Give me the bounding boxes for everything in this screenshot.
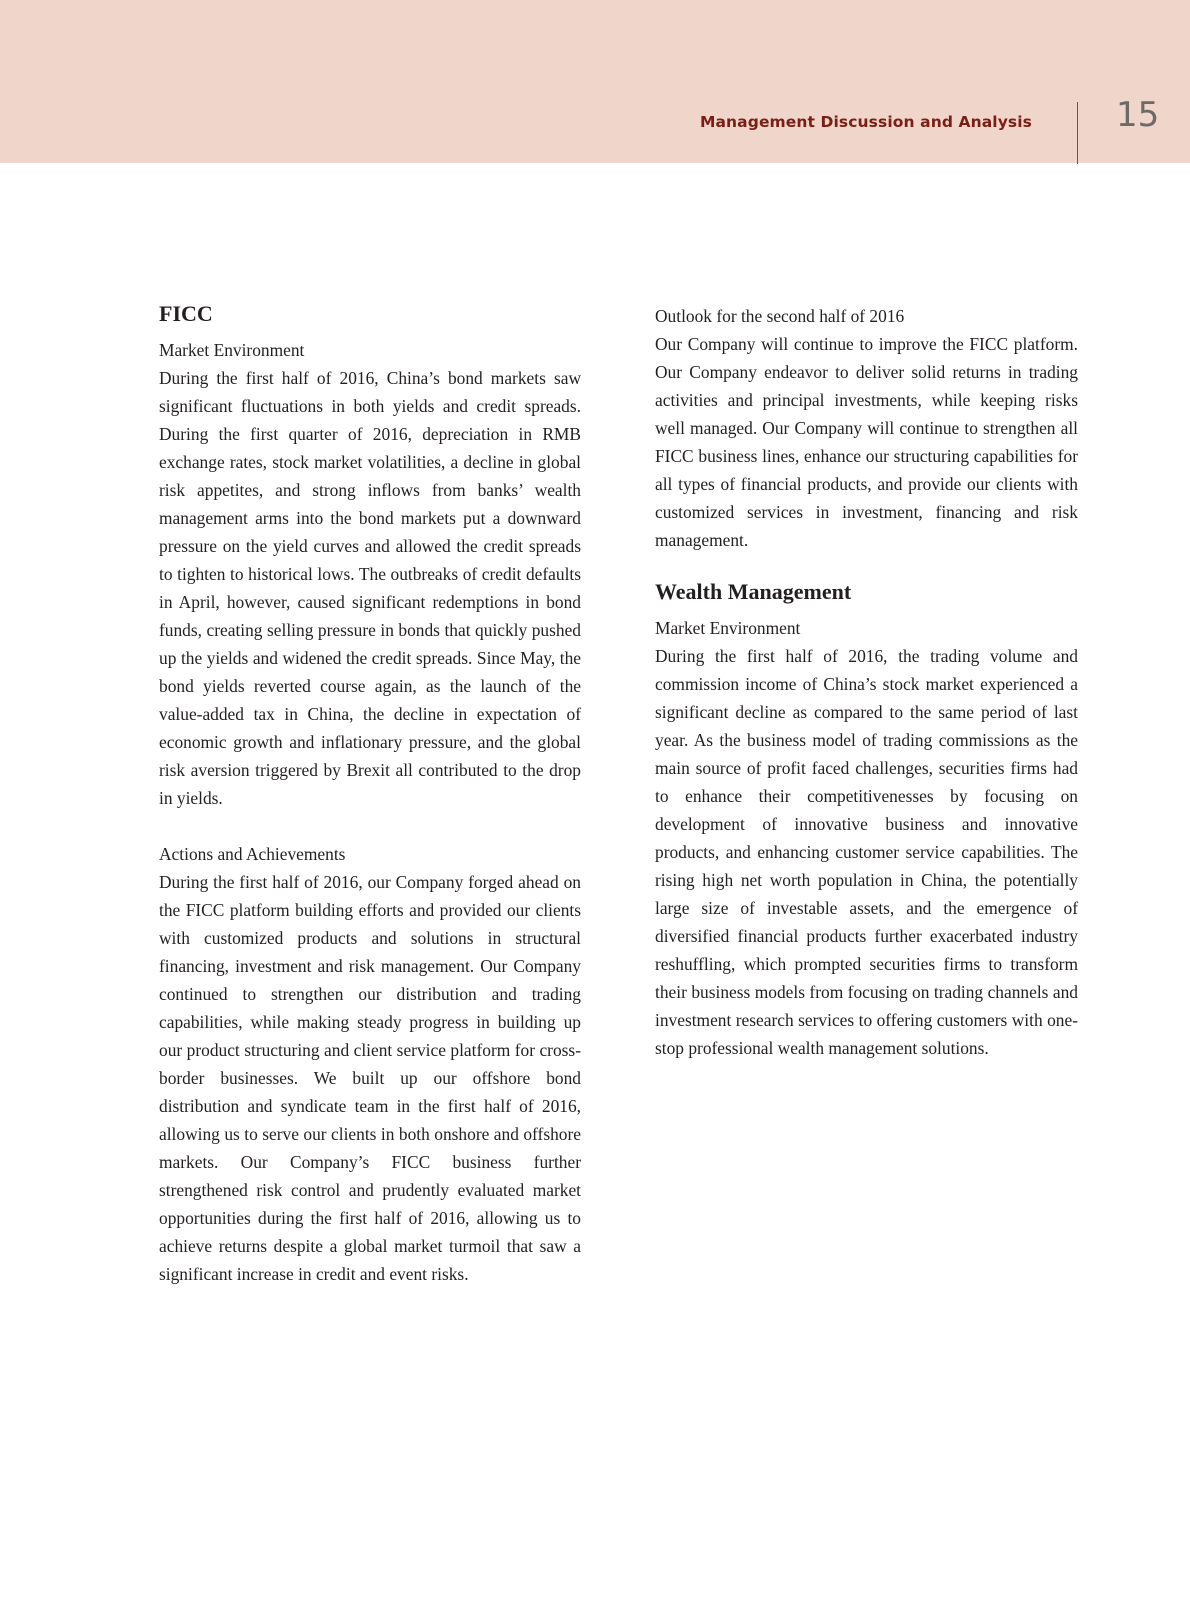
ficc-outlook-title: Outlook for the second half of 2016 — [655, 306, 905, 326]
section-title: Management Discussion and Analysis — [699, 113, 1032, 131]
header-band — [0, 0, 1190, 163]
left-column — [159, 300, 581, 1288]
right-column — [655, 302, 1078, 1062]
ficc-outlook-text: Our Company will continue to improve the FICC platform. Our Company endeavor to deliver solid returns in trading activities and principal investments, while keeping risks well managed. Our Company will continue to strengthen all FICC business lines, enhance our structuring capabilities for all types of financial products, and provide our clients with customized services in investment, financing and risk management. — [655, 334, 1078, 550]
wealth-market-environment-text: During the first half of 2016, the trading volume and commission income of China’s stock market experienced a significant decline as compared to the same period of last year. As the business model of trading commissions as the main source of profit faced challenges, securities firms had to enhance their competitivenesses by focusing on development of innovative business and innovative products, and enhancing customer service capabilities. The rising high net worth population in China, the potentially large size of investable assets, and the emergence of diversified financial products further exacerbated industry reshuffling, which prompted securities firms to transform their business models from focusing on trading channels and investment research services to offering customers with one-stop professional wealth management solutions. — [655, 646, 1078, 1058]
wealth-management-heading: Wealth Management — [655, 579, 852, 604]
ficc-market-environment-text: During the first half of 2016, China’s bond markets saw significant fluctuations in both yields and credit spreads. During the first quarter of 2016, depreciation in RMB exchange rates, stock market volatilities, a decline in global risk appetites, and strong inflows from banks’ wealth management arms into the bond markets put a downward pressure on the yield curves and allowed the credit spreads to tighten to historical lows. The outbreaks of credit defaults in April, however, caused significant redemptions in bond funds, creating selling pressure in bonds that quickly pushed up the yields and widened the credit spreads. Since May, the bond yields reverted course again, as the launch of the value-added tax in China, the decline in expectation of economic growth and inflationary pressure, and the global risk aversion triggered by Brexit all contributed to the drop in yields. — [159, 368, 581, 808]
ficc-market-environment-title: Market Environment — [159, 340, 305, 360]
page-number: 15 — [1116, 95, 1160, 135]
header-divider — [1077, 102, 1078, 164]
ficc-actions-text: During the first half of 2016, our Company forged ahead on the FICC platform building efforts and provided our clients with customized products and solutions in structural financing, investment and risk management. Our Company continued to strengthen our distribution and trading capabilities, while making steady progress in building up our product structuring and client service platform for cross-border businesses. We built up our offshore bond distribution and syndicate team in the first half of 2016, allowing us to serve our clients in both onshore and offshore markets. Our Company’s FICC business further strengthened risk control and prudently evaluated market opportunities during the first half of 2016, allowing us to achieve returns despite a global market turmoil that saw a significant increase in credit and event risks. — [159, 872, 581, 1284]
wealth-market-environment-title: Market Environment — [655, 618, 801, 638]
ficc-actions-title: Actions and Achievements — [159, 844, 346, 864]
paragraph-gap — [159, 812, 581, 840]
ficc-heading: FICC — [159, 301, 213, 326]
paragraph-gap — [655, 554, 1078, 578]
